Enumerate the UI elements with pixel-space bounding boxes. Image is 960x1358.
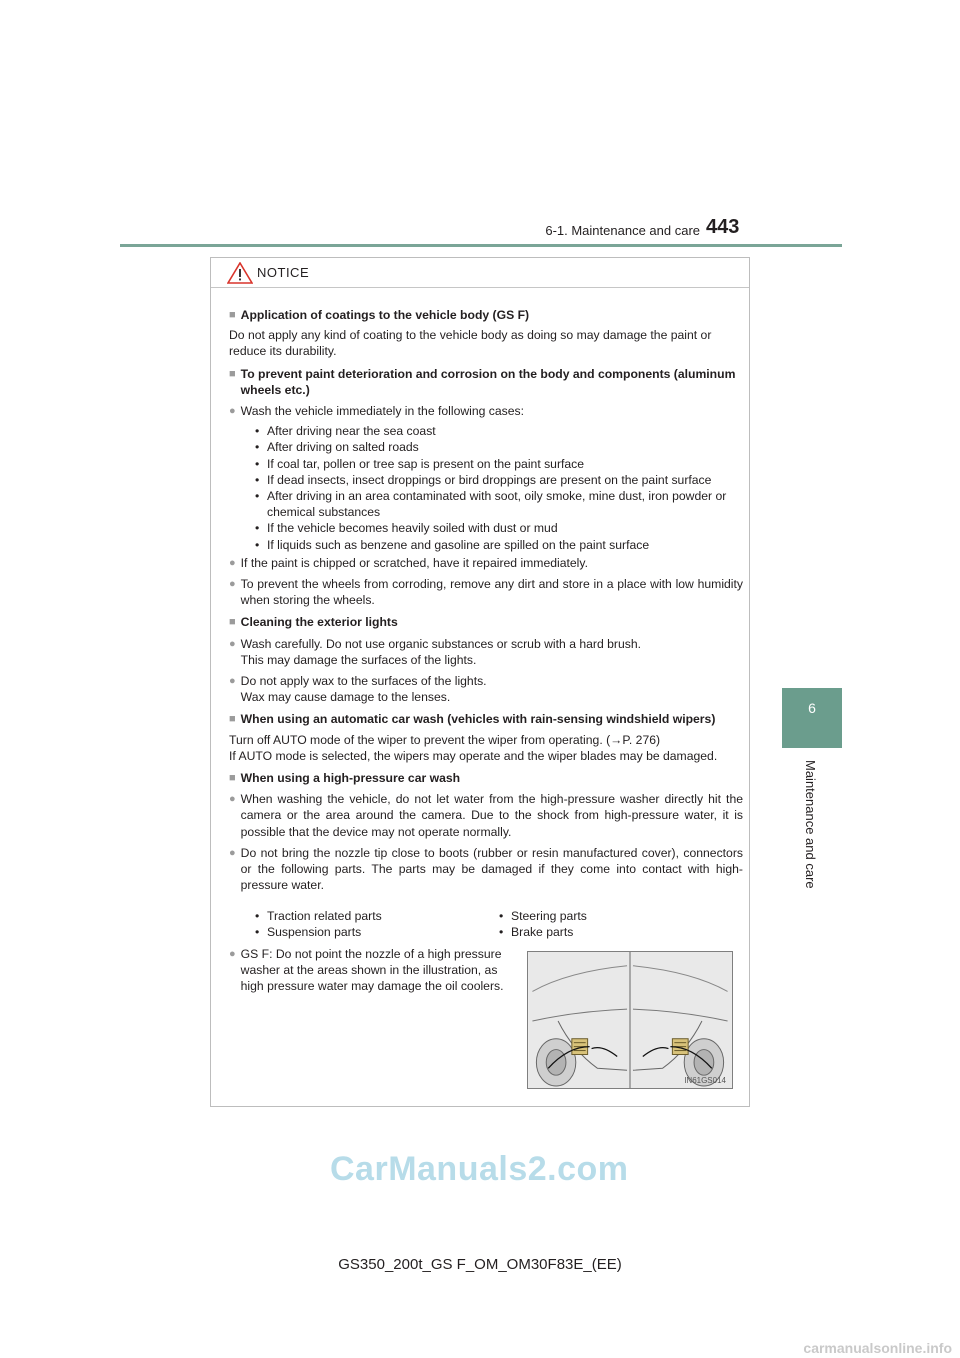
circle-item: ● If the paint is chipped or scratched, have it repaired immediately.	[229, 555, 588, 570]
section-heading: ■ To prevent paint deterioration and corrosion on the body and components (aluminum wheels etc.)	[229, 366, 736, 397]
section-text: Do not apply any kind of coating to the vehicle body as doing so may damage the paint or reduce its durability.	[229, 328, 712, 359]
list-item: • Brake parts	[499, 924, 574, 939]
oil-cooler-illustration	[527, 951, 733, 1089]
section-title: 6-1. Maintenance and care	[545, 223, 700, 238]
section-heading: ■ Application of coatings to the vehicle body (GS F)	[229, 308, 530, 322]
square-bullet-icon: ■	[229, 309, 236, 321]
circle-item: ● Wash the vehicle immediately in the following cases:	[229, 404, 525, 419]
chapter-number: 6	[808, 700, 816, 716]
chapter-title: Maintenance and care	[803, 760, 818, 889]
list-item: • If coal tar, pollen or tree sap is present on the paint surface	[255, 456, 585, 471]
header-divider	[120, 244, 842, 247]
watermark-corner: carmanualsonline.info	[803, 1340, 952, 1356]
circle-bullet-icon: ●	[229, 637, 236, 650]
section-heading: ■ When using a high-pressure car wash	[229, 771, 461, 786]
section-heading: ■ Cleaning the exterior lights	[229, 615, 398, 630]
list-item: • After driving in an area contaminated with soot, oily smoke, mine dust, iron powder or chemical substances	[255, 489, 727, 520]
notice-box	[210, 257, 750, 1107]
square-bullet-icon: ■	[229, 616, 236, 629]
car-front-illustration	[528, 952, 732, 1088]
section-text: Turn off AUTO mode of the wiper to prevent the wiper from operating. (→P. 276) If AUTO mode is selected, the wipers may operate and the wiper blades may be damaged.	[229, 732, 718, 763]
chapter-title-vertical	[802, 760, 822, 900]
list-item: • Traction related parts	[255, 908, 382, 923]
circle-bullet-icon: ●	[229, 405, 236, 418]
list-item: • If liquids such as benzene and gasoline are spilled on the paint surface	[255, 537, 650, 552]
parts-column-right	[499, 908, 743, 940]
list-item: • After driving on salted roads	[255, 440, 419, 455]
chapter-tab[interactable]	[782, 688, 842, 748]
list-item: • If dead insects, insect droppings or bird droppings are present on the paint surface	[255, 472, 712, 487]
circle-bullet-icon: ●	[229, 793, 236, 806]
bullet-list	[229, 423, 743, 553]
circle-item: ● GS F: Do not point the nozzle of a high pressure washer at the areas shown in the illustration, as high pressure water may damage the oil coolers.	[229, 946, 504, 994]
circle-item: ● Do not apply wax to the surfaces of the lights. Wax may cause damage to the lenses.	[229, 674, 487, 705]
square-bullet-icon: ■	[229, 713, 236, 726]
document-id: GS350_200t_GS F_OM_OM30F83E_(EE)	[338, 1256, 622, 1273]
square-bullet-icon: ■	[229, 772, 236, 785]
list-item: • Steering parts	[499, 908, 587, 923]
watermark-logo: CarManuals2.com	[330, 1150, 629, 1188]
warning-triangle-icon	[227, 262, 253, 284]
circle-item: ● Do not bring the nozzle tip close to boots (rubber or resin manufactured cover), connectors or the following parts. The parts may be damaged if they come into contact with high-pressure water.	[229, 845, 743, 893]
section-heading: ■ When using an automatic car wash (vehicles with rain-sensing windshield wipers)	[229, 712, 716, 727]
circle-bullet-icon: ●	[229, 675, 236, 688]
list-item: • After driving near the sea coast	[255, 424, 436, 439]
square-bullet-icon: ■	[229, 367, 236, 380]
circle-bullet-icon: ●	[229, 947, 236, 960]
list-item: • If the vehicle becomes heavily soiled with dust or mud	[255, 521, 558, 536]
list-item: • Suspension parts	[255, 924, 362, 939]
parts-list	[229, 908, 743, 940]
notice-content	[211, 288, 749, 995]
circle-item: ● Wash carefully. Do not use organic substances or scrub with a hard brush. This may damage the surfaces of the lights.	[229, 636, 642, 667]
circle-item: ● To prevent the wheels from corroding, remove any dirt and store in a place with low humidity when storing the wheels.	[229, 577, 743, 608]
circle-bullet-icon: ●	[229, 578, 236, 591]
circle-item: ● When washing the vehicle, do not let water from the high-pressure washer directly hit the camera or the area around the camera. Due to the shock from high-pressure water, it is possible that the device may not operate normally.	[229, 792, 743, 839]
notice-header	[211, 258, 749, 288]
circle-bullet-icon: ●	[229, 846, 236, 859]
notice-title: NOTICE	[257, 265, 310, 280]
circle-bullet-icon: ●	[229, 556, 236, 569]
parts-column-left	[255, 908, 499, 940]
page-number: 443	[706, 216, 740, 238]
illustration-code: IN61GS014	[684, 1076, 726, 1085]
